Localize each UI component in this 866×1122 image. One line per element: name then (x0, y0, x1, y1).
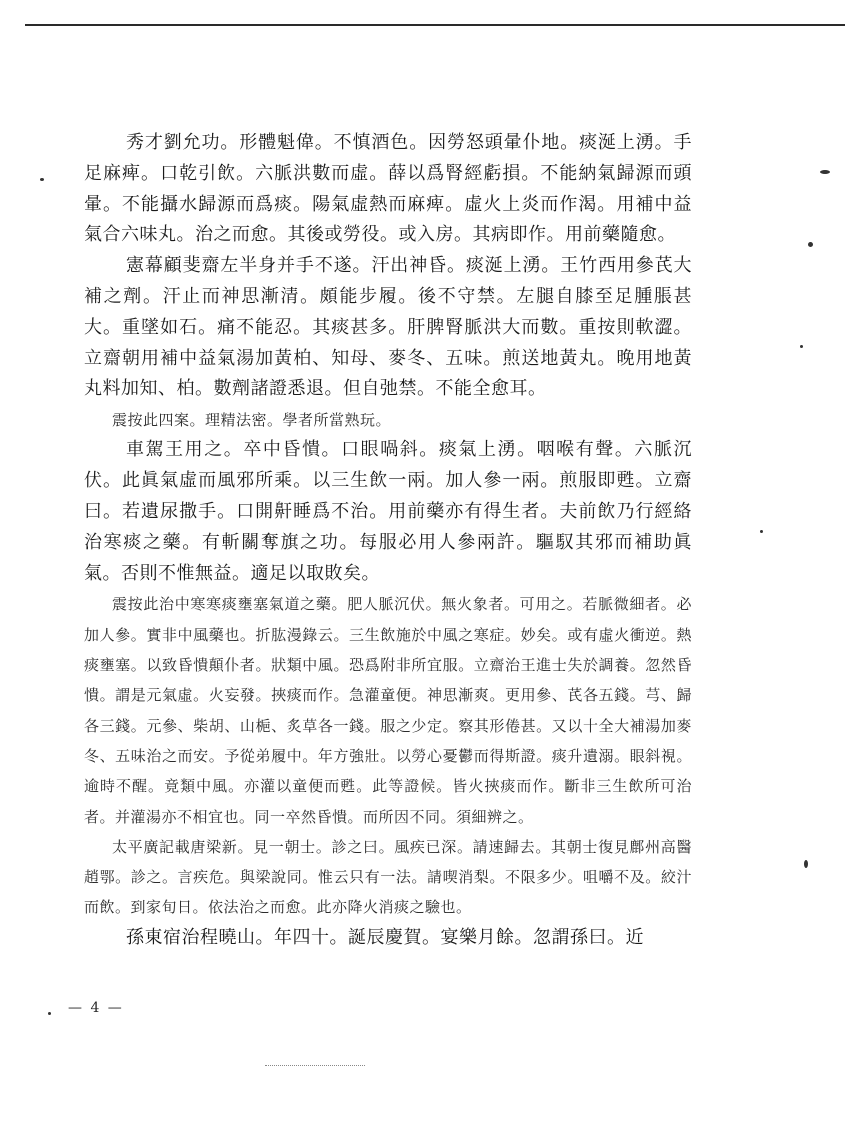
scan-speck (804, 860, 808, 868)
page-body (84, 128, 692, 954)
commentary-paragraph: 震按此四案。理精法密。學者所當熟玩。 (112, 411, 392, 430)
top-border-line (25, 24, 845, 26)
scan-speck (800, 345, 803, 348)
commentary-paragraph: 震按此治中寒寒痰壅塞氣道之藥。肥人脈沉伏。無火象者。可用之。若脈微細者。必加人參。實非中風藥也。折肱漫錄云。三生飲施於中風之寒症。妙矣。或有虛火衝逆。熱痰壅塞。以致昏憒顛仆者。狀類中風。恐爲附非所宜服。立齋治王進士失於調養。忽然昏憒。謂是元氣虛。火妄發。挾痰而作。急灌童便。神思漸爽。更用參、芪各五錢。芎、歸各三錢。元參、柴胡、山梔、炙草各一錢。服之少定。察其形倦甚。又以十全大補湯加麥冬、五味治之而安。予從弟履中。年方強壯。以勞心憂鬱而得斯證。痰升遺溺。眼斜視。逾時不醒。竟類中風。亦灌以童便而甦。此等證候。皆火挾痰而作。斷非三生飲所可治者。并灌湯亦不相宜也。同一卒然昏憒。而所因不同。須細辨之。 (84, 595, 692, 826)
scan-speck (760, 530, 763, 533)
case-paragraph: 太平廣記載唐梁新。見一朝士。診之曰。風疾已深。請速歸去。其朝士復見鄜州高醫趙鄂。診之。言疾危。與梁說同。惟云只有一法。請喫消梨。不限多少。咀嚼不及。絞汁而飲。到家旬日。依法治之而愈。此亦降火消痰之驗也。 (84, 837, 692, 917)
page-number: — 4 — (68, 1000, 124, 1016)
case-paragraph: 車駕王用之。卒中昏憒。口眼喎斜。痰氣上湧。咽喉有聲。六脈沉伏。此眞氣虛而風邪所乘。以三生飲一兩。加人參一兩。煎服即甦。立齋曰。若遺尿撒手。口開鼾睡爲不治。用前藥亦有得生者。夫前飲乃行經絡治寒痰之藥。有斬關奪旗之功。每服必用人參兩許。驅馭其邪而補助眞氣。否則不惟無益。適足以取敗矣。 (84, 439, 692, 584)
scan-speck (40, 178, 44, 181)
scan-speck (808, 242, 813, 247)
scan-speck (820, 170, 830, 174)
case-paragraph: 秀才劉允功。形體魁偉。不慎酒色。因勞怒頭暈仆地。痰涎上湧。手足麻痺。口乾引飲。六脈洪數而虛。薛以爲腎經虧損。不能納氣歸源而頭暈。不能攝水歸源而爲痰。陽氣虛熱而麻痺。虛火上炎而作渴。用補中益氣合六味丸。治之而愈。其後或勞役。或入房。其病即作。用前藥隨愈。 (84, 132, 692, 246)
case-paragraph: 孫東宿治程曉山。年四十。誕辰慶賀。宴樂月餘。忽謂孫曰。近 (126, 926, 644, 948)
scan-dotted-line (265, 1065, 365, 1066)
case-paragraph: 憲幕顧斐齋左半身并手不遂。汗出神昏。痰涎上湧。王竹西用參芪大補之劑。汗止而神思漸清。頗能步履。後不守禁。左腿自膝至足腫脹甚大。重墜如石。痛不能忍。其痰甚多。肝脾腎脈洪大而數。重按則軟澀。立齋朝用補中益氣湯加黃柏、知母、麥冬、五味。煎送地黃丸。晚用地黃丸料加知、柏。數劑諸證悉退。但自弛禁。不能全愈耳。 (84, 255, 692, 400)
scan-speck (48, 1012, 51, 1015)
